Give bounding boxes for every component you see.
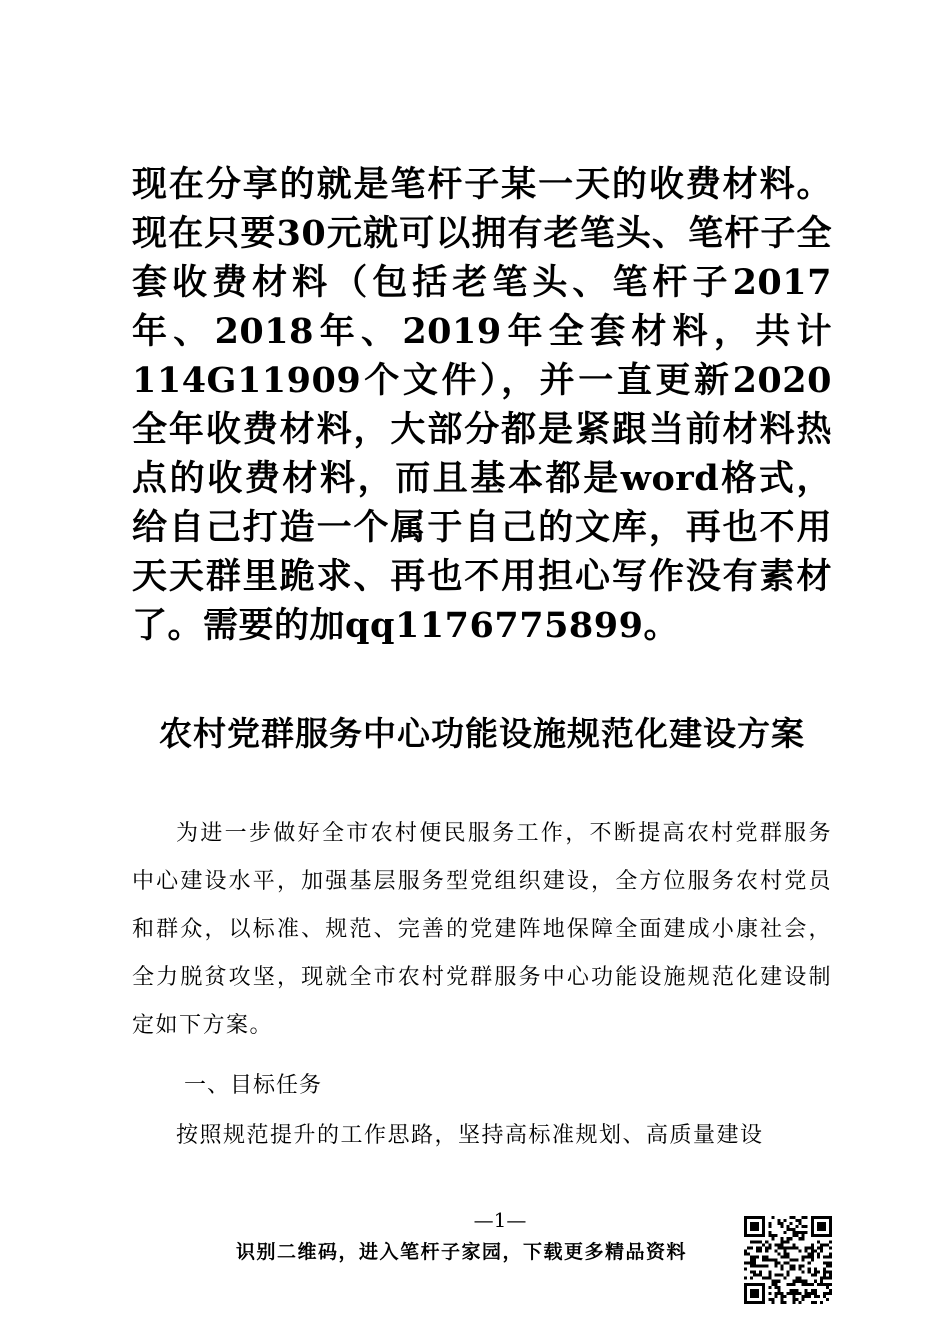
page-number: —1— bbox=[473, 1208, 527, 1232]
section-heading: 一、目标任务 bbox=[184, 1073, 323, 1098]
intro-paragraph-block bbox=[132, 810, 832, 1050]
section-paragraph-block bbox=[132, 1112, 832, 1160]
promo-paragraph: 现在分享的就是笔杆子某一天的收费材料。现在只要30元就可以拥有老笔头、笔杆子全套收费材料（包括老笔头、笔杆子2017年、2018年、2019年全套材料，共计114G11909个文件），并一直更新2020全年收费材料，大部分都是紧跟当前材料热点的收费材料，而且基本都是word格式，给自己打造一个属于自己的文库，再也不用天天群里跪求、再也不用担心写作没有素材了。需要的加qq1176775899。 bbox=[132, 164, 832, 646]
qr-code-icon bbox=[744, 1216, 832, 1304]
intro-paragraph: 为进一步做好全市农村便民服务工作，不断提高农村党群服务中心建设水平，加强基层服务型党组织建设，全方位服务农村党员和群众，以标准、规范、完善的党建阵地保障全面建成小康社会，全力脱贫攻坚，现就全市农村党群服务中心功能设施规范化建设制定如下方案。 bbox=[132, 821, 832, 1038]
document-title: 农村党群服务中心功能设施规范化建设方案 bbox=[159, 714, 805, 753]
footer-note: 识别二维码，进入笔杆子家园，下载更多精品资料 bbox=[236, 1241, 688, 1263]
section-paragraph: 按照规范提升的工作思路，坚持高标准规划、高质量建设 bbox=[176, 1123, 764, 1148]
